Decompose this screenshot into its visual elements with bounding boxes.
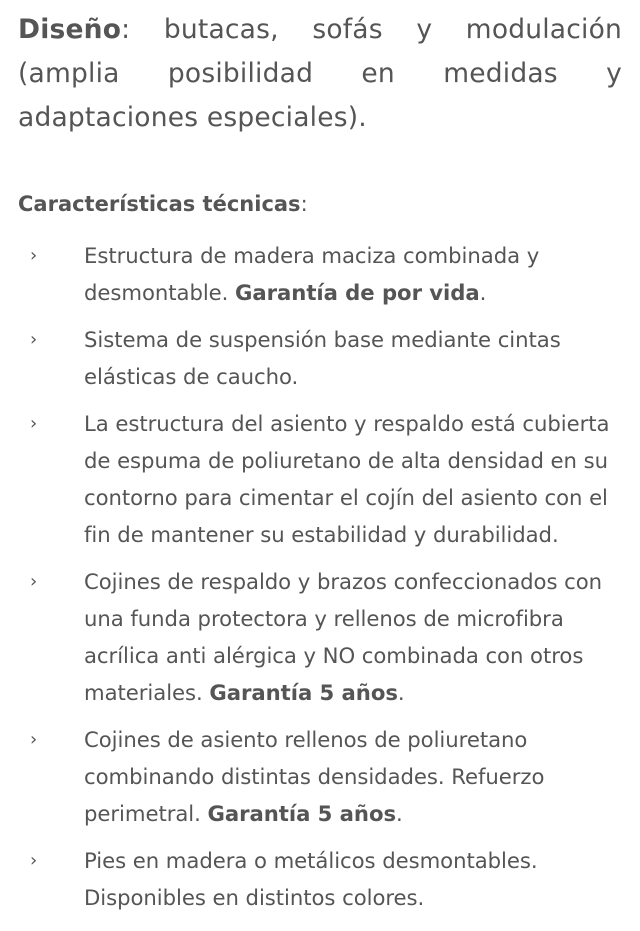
- technical-features-label: Características técnicas: [18, 192, 301, 216]
- list-item: [18, 237, 622, 311]
- feature-text: Sistema de suspensión base mediante cintas elásticas de caucho.: [84, 327, 561, 389]
- chevron-right-icon: ›: [30, 571, 38, 592]
- design-text: : butacas, sofás y modulación (amplia posibilidad en medidas y adaptaciones especiales).: [18, 14, 622, 133]
- chevron-right-icon: ›: [30, 850, 38, 871]
- list-item: [18, 321, 622, 395]
- feature-text: La estructura del asiento y respaldo está cubierta de espuma de poliuretano de alta densidad en su contorno para cimentar el cojín del asiento con el fin de mantener su estabilidad y durabilidad.: [84, 411, 610, 547]
- feature-warranty: Garantía 5 años: [209, 680, 398, 705]
- feature-tail: .: [479, 280, 487, 305]
- chevron-right-icon: ›: [30, 729, 38, 750]
- feature-warranty: Garantía 5 años: [207, 801, 397, 826]
- chevron-right-icon: ›: [30, 245, 38, 266]
- list-item: [18, 563, 622, 711]
- design-paragraph: [18, 8, 622, 140]
- technical-features-colon: :: [300, 192, 308, 216]
- list-item: [18, 721, 622, 832]
- product-description: [18, 8, 622, 926]
- technical-features-heading: [18, 189, 622, 219]
- feature-text: Estructura de madera maciza combinada y desmontable.: [84, 243, 540, 305]
- features-list: [18, 237, 622, 916]
- list-item: [18, 842, 622, 916]
- chevron-right-icon: ›: [30, 329, 38, 350]
- feature-tail: .: [397, 680, 405, 705]
- feature-text: Pies en madera o metálicos desmontables. Disponibles en distintos colores.: [84, 848, 538, 910]
- chevron-right-icon: ›: [30, 413, 38, 434]
- feature-warranty: Garantía de por vida: [235, 280, 480, 305]
- feature-text: Cojines de asiento rellenos de poliuretano combinando distintas densidades. Refuerzo perimetral.: [84, 727, 545, 826]
- feature-text: Cojines de respaldo y brazos confeccionados con una funda protectora y rellenos de microfibra acrílica anti alérgica y NO combinada con otros materiales.: [84, 569, 603, 705]
- list-item: [18, 405, 622, 553]
- design-label: Diseño: [18, 14, 122, 45]
- feature-tail: .: [396, 801, 403, 826]
